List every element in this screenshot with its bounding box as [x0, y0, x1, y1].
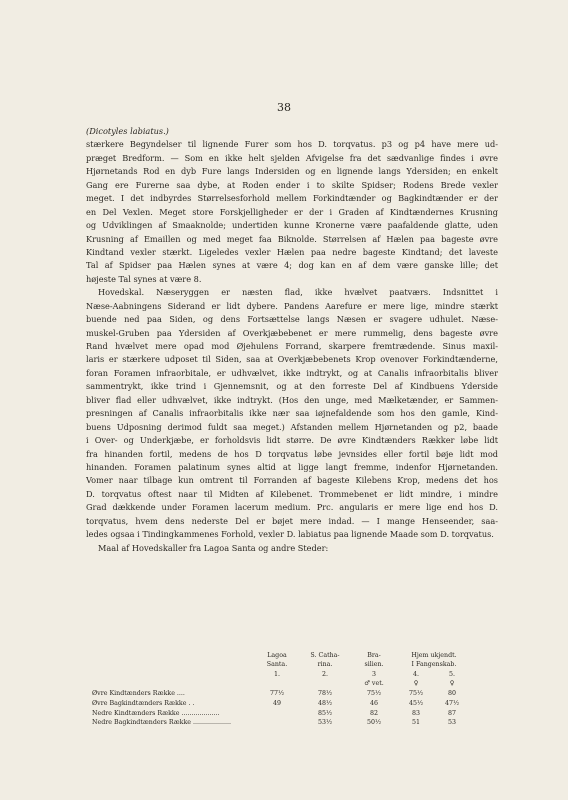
header-cell: Santa.	[266, 660, 288, 668]
text-line: torqvatus, hvem dens nederste Del er bøjet mere indad. — I mange Henseender, saa-	[86, 515, 498, 526]
table-cell: 80	[447, 690, 456, 698]
text-line: meget. I det indbyrdes Størrelsesforhold mellem Forkindtænder og Bagkindtænder er der	[86, 193, 498, 204]
page-number: 38	[277, 101, 291, 114]
text-line: bliver flad eller udhvælvet, ikke indtrykt. (Hos den unge, med Mælketænder, er Sammen-	[86, 394, 498, 405]
table-header-row	[92, 671, 502, 680]
table-row	[92, 710, 502, 720]
text-line: stærkere Begyndelser til lignende Furer som hos D. torqvatus. p3 og p4 have mere ud-	[86, 139, 498, 150]
header-cell: 1.	[273, 671, 280, 679]
text-line: Næse-Aabningens Siderand er lidt dybere. Pandens Aarefure er mere lige, mindre stærkt	[86, 300, 498, 311]
table-cell: 48½	[317, 699, 333, 707]
text-line: muskel-Gruben paa Ydersiden af Overkjæbebenet er mere rummelig, dens bageste øvre	[86, 327, 498, 338]
header-cell: 4.	[412, 671, 419, 679]
row-label: Nedre Bagkindtænders Række ...................	[92, 719, 232, 727]
text-line: hinanden. Foramen palatinum synes altid at ligge langt fremme, indenfor Hjørnetanden.	[86, 461, 498, 472]
header-cell	[300, 680, 350, 689]
text-line: buens Udposning derimod fuldt saa meget.) Afstanden mellem Hjørnetanden og p2, baade	[86, 421, 498, 432]
table-header-row	[92, 680, 502, 689]
table-cell: 87	[447, 709, 456, 717]
text-line: Hovedskal. Næseryggen er næsten flad, ikke hvælvet paatværs. Indsnittet i	[98, 287, 498, 298]
table-cell: 75½	[408, 690, 424, 698]
header-cell	[254, 680, 300, 689]
header-cell: Bra-	[367, 652, 381, 659]
text-line: og Udviklingen af Smaaknolde; undertiden kunne Kronerne være paafaldende glatte, uden	[86, 220, 498, 231]
header-cell	[92, 661, 254, 670]
table-cell: 50½	[366, 719, 382, 727]
table-cell	[254, 710, 300, 720]
header-cell: 2.	[321, 671, 328, 679]
table-cell	[254, 719, 300, 729]
header-cell: ♀	[413, 679, 419, 687]
text-line: en Del Vexlen. Meget store Forskjelligheder er der i Graden af Kindtændernes Krusning	[86, 206, 498, 217]
header-cell: Hjem ukjendt.	[411, 652, 457, 659]
header-cell: I Fangenskab.	[411, 660, 457, 668]
text-line: i Over- og Underkjæbe, er forholdsvis lidt større. De øvre Kindtænders Rækker løbe lidt	[86, 435, 498, 446]
table-header-row	[92, 652, 502, 661]
table-row	[92, 719, 502, 729]
header-cell: ♀	[449, 679, 455, 687]
table-cell: 47½	[444, 699, 460, 707]
table-row	[92, 690, 502, 700]
header-cell: silien.	[364, 660, 384, 668]
header-cell: 3	[371, 671, 376, 679]
text-line: Hjørnetands Rod en dyb Fure langs Indersiden og en lignende langs Ydersiden; en enkelt	[86, 166, 498, 177]
text-line: Kindtand vexler stærkt. Ligeledes vexler Hælen paa nedre bageste Kindtand; det laveste	[86, 246, 498, 257]
text-line: præget Bredform. — Som en ikke helt sjelden Afvigelse fra det sædvanlige findes i øvre	[86, 152, 498, 163]
header-cell	[92, 680, 254, 689]
header-cell: rina.	[317, 660, 333, 668]
table-cell: 85½	[317, 709, 333, 717]
text-line: Grad dækkende under Foramen lacerum medium. Prc. angularis er mere lige end hos D.	[86, 502, 498, 513]
text-line: buende ned paa Siden, og dens Fortsættelse langs Næsen er svagere udhulet. Næse-	[86, 314, 498, 325]
header-cell	[92, 671, 254, 680]
text-line: Vomer naar tilbage kun omtrent til Forranden af bageste Kilebens Krop, medens det hos	[86, 475, 498, 486]
table-cell: 78½	[317, 690, 333, 698]
text-line: Krusning af Emaillen og med meget faa Biknolde. Størrelsen af Hælen paa bageste øvre	[86, 233, 498, 244]
row-label: Øvre Bagkindtænders Række . .	[92, 699, 195, 707]
header-cell: Lagoa	[267, 652, 287, 659]
text-line: højeste Tal synes at være 8.	[86, 273, 202, 284]
text-line: Gang ere Furerne saa dybe, at Roden ender i to skilte Spidser; Rodens Brede vexler	[86, 179, 498, 190]
table-cell: 75½	[366, 690, 382, 698]
table-cell: 45½	[408, 699, 424, 707]
table-cell: 46	[369, 699, 378, 707]
row-label: Nedre Kindtænders Række ...................	[92, 709, 220, 717]
table-cell: 53	[447, 719, 456, 727]
text-line: foran Foramen infraorbitale, er udhvælvet, ikke indtrykt, og at Canalis infraorbitalis bliver	[86, 367, 498, 378]
measurement-table	[92, 652, 502, 729]
table-header-row	[92, 661, 502, 670]
table-cell: 51	[411, 719, 420, 727]
header-cell: 5.	[448, 671, 455, 679]
header-cell: S. Catha-	[310, 652, 340, 659]
text-line: sammentrykt, ikke trind i Gjennemsnit, og at den forreste Del af Kindbuens Yderside	[86, 381, 498, 392]
text-line: Maal af Hovedskaller fra Lagoa Santa og andre Steder:	[98, 542, 329, 553]
text-line: Rand hvælvet mere opad mod Øjehulens Forrand, skarpere fremtrædende. Sinus maxil-	[86, 341, 498, 351]
table-cell: 49	[272, 699, 281, 707]
table-cell: 83	[411, 709, 420, 717]
row-label: Øvre Kindtænders Række ....	[92, 690, 185, 698]
text-line: D. torqvatus oftest naar til Midten af Kilebenet. Trommebenet er lidt mindre, i mindre	[86, 488, 498, 499]
text-line: laris er stærkere udposet til Siden, saa at Overkjæbebenets Krop ovenover Forkindtænderne,	[86, 354, 498, 365]
header-cell: ♂ vet.	[364, 679, 384, 687]
table-body	[92, 690, 502, 728]
header-cell	[92, 652, 254, 661]
body-text	[86, 125, 498, 555]
text-line: ledes ogsaa i Tindingkammenes Forhold, vexler D. labiatus paa lignende Maade som D. torqvatus.	[86, 529, 494, 540]
table-cell: 82	[369, 709, 378, 717]
text-line: fra hinanden fortil, medens de hos D torqvatus løbe jevnsides eller fortil bøje lidt mod	[86, 448, 498, 459]
table-cell: 53½	[317, 719, 333, 727]
table-row	[92, 700, 502, 710]
text-line: presningen af Canalis infraorbitalis ikke nær saa iøjnefaldende som hos den gamle, Kind-	[86, 408, 498, 419]
text-line: (Dicotyles labiatus.)	[86, 126, 169, 136]
table-cell: 77½	[269, 690, 285, 698]
text-line: Tal af Spidser paa Hælen synes at være 4; dog kan en af dem være ganske lille; det	[86, 260, 498, 271]
